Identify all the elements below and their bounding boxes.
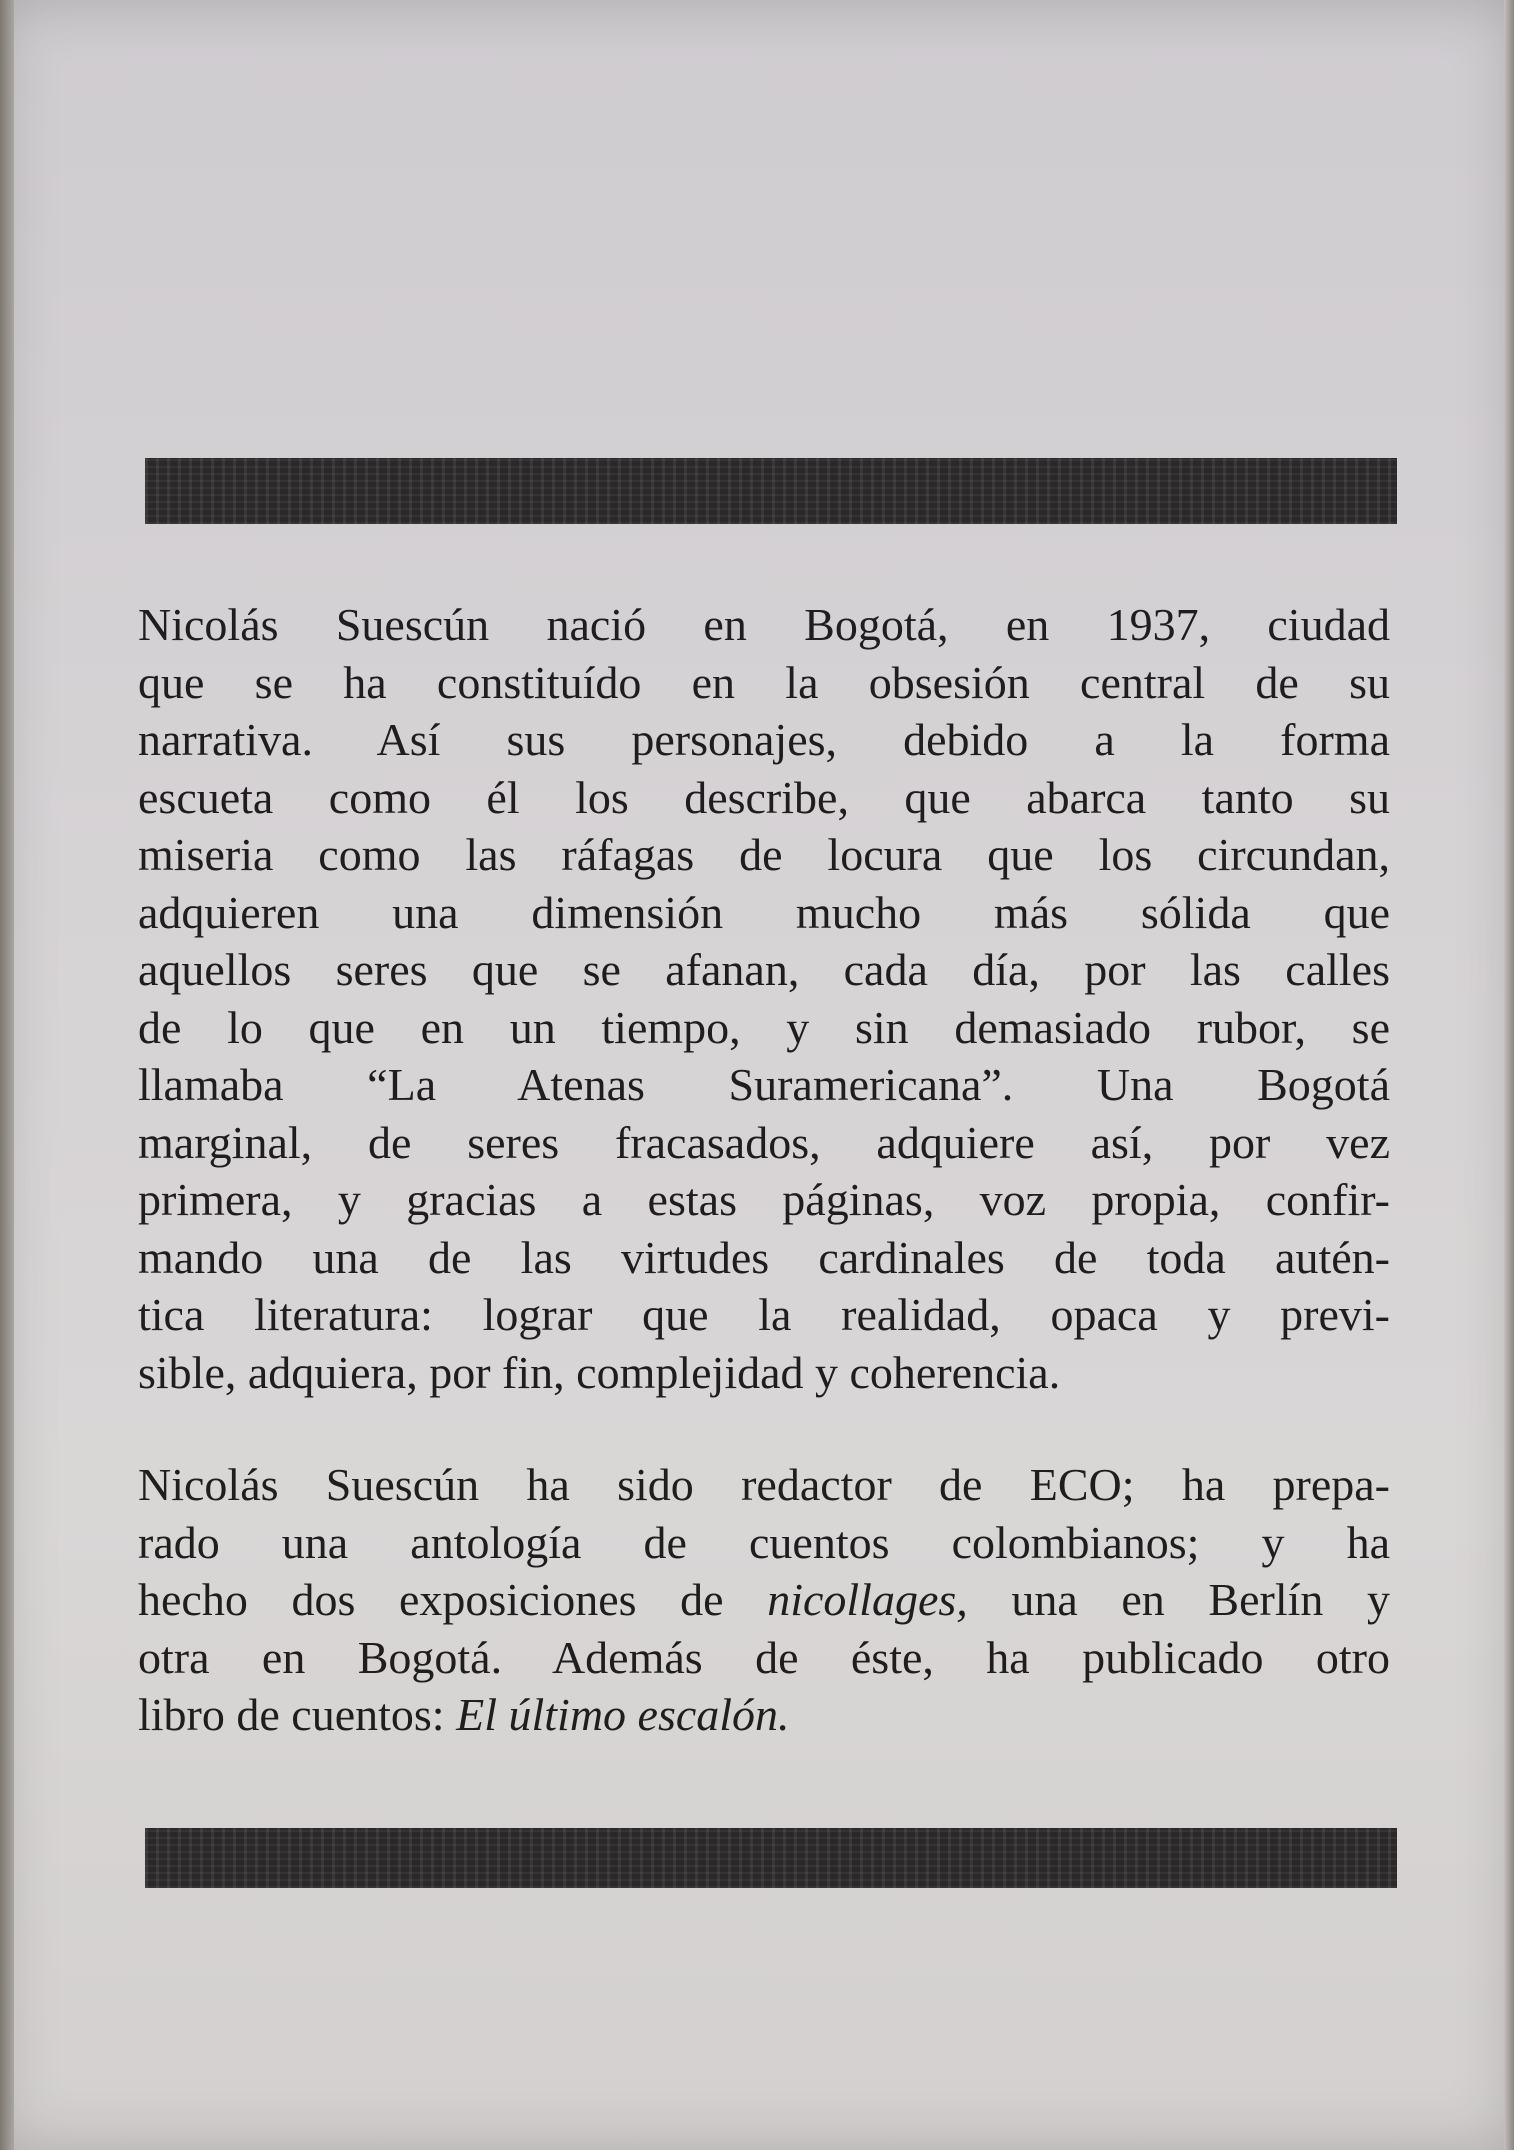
top-decorative-bar bbox=[145, 458, 1397, 524]
text-segment: una en Berlín y bbox=[967, 1574, 1390, 1625]
text-line: otra en Bogotá. Además de éste, ha publicado otro bbox=[138, 1631, 1390, 1683]
text-line: sible, adquiera, por fin, complejidad y coherencia. bbox=[138, 1346, 1061, 1398]
text-line bbox=[138, 1686, 1390, 1744]
text-line: Nicolás Suescún nació en Bogotá, en 1937, ciudad bbox=[138, 599, 1390, 650]
text-line: mando una de las virtudes cardinales de toda autén- bbox=[138, 1231, 1390, 1283]
author-bio-paragraph bbox=[138, 596, 1390, 1401]
text-line bbox=[138, 1571, 1390, 1629]
text-line: narrativa. Así sus personajes, debido a la forma bbox=[138, 714, 1390, 765]
text-line: rado una antología de cuentos colombianos; y ha bbox=[138, 1516, 1390, 1568]
text-line: aquellos seres que se afanan, cada día, por las calles bbox=[138, 944, 1390, 995]
text-line: tica literatura: lograr que la realidad, opaca y previ- bbox=[138, 1289, 1390, 1340]
text-line: primera, y gracias a estas páginas, voz propia, confir- bbox=[138, 1174, 1390, 1225]
author-works-paragraph bbox=[138, 1456, 1390, 1744]
page-edge-right bbox=[1504, 0, 1514, 2150]
text-segment: hecho dos exposiciones de bbox=[138, 1574, 768, 1625]
text-line: escueta como él los describe, que abarca tanto su bbox=[138, 771, 1390, 823]
text-line: de lo que en un tiempo, y sin demasiado rubor, se bbox=[138, 1001, 1390, 1053]
text-line: que se ha constituído en la obsesión central de su bbox=[138, 656, 1390, 708]
text-line: adquieren una dimensión mucho más sólida que bbox=[138, 886, 1390, 938]
text-line: Nicolás Suescún ha sido redactor de ECO; ha prepa- bbox=[138, 1459, 1390, 1510]
text-line: llamaba “La Atenas Suramericana”. Una Bogotá bbox=[138, 1059, 1390, 1110]
text-segment: libro de cuentos: bbox=[138, 1689, 457, 1740]
italic-title-nicollages: nicollages, bbox=[767, 1574, 968, 1625]
text-line: miseria como las ráfagas de locura que los circundan, bbox=[138, 829, 1390, 880]
text-line: marginal, de seres fracasados, adquiere así, por vez bbox=[138, 1116, 1390, 1168]
page-edge-left bbox=[0, 0, 14, 2150]
bottom-decorative-bar bbox=[145, 1828, 1397, 1888]
italic-book-title: El último escalón. bbox=[456, 1689, 790, 1740]
